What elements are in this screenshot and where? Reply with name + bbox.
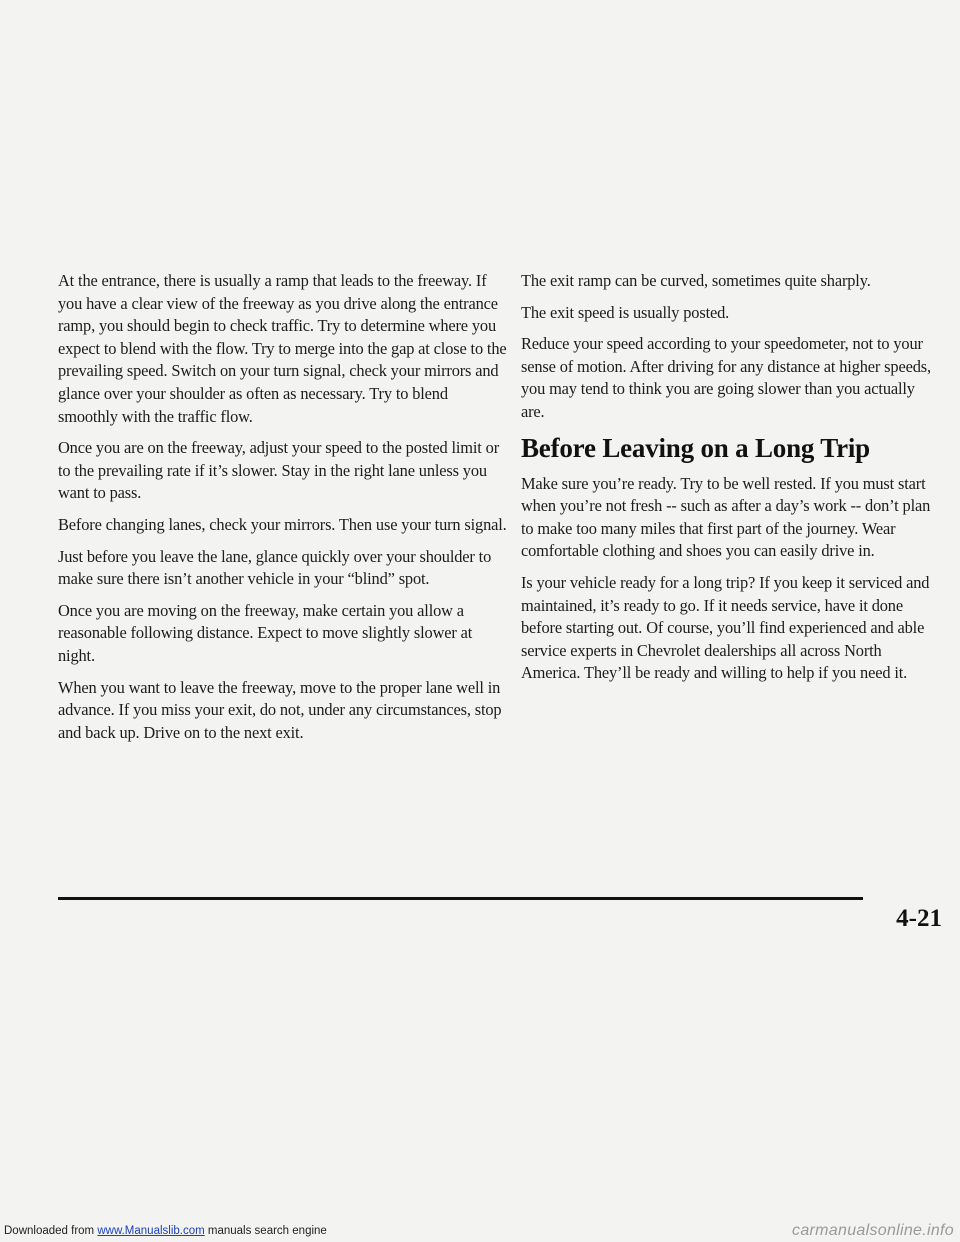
page-number: 4-21 (896, 905, 942, 932)
watermark-text: carmanualsonline.info (792, 1222, 954, 1239)
paragraph-changing-lanes: Before changing lanes, check your mirrors. Then use your turn signal. (58, 514, 507, 534)
paragraph-reduce-speed: Reduce your speed according to your speedometer, not to your sense of motion. After driving for any distance at higher speeds, you may tend to think you are going slower than you actually are. (521, 334, 931, 421)
paragraph-exit-speed: The exit speed is usually posted. (521, 302, 730, 322)
section-heading: Before Leaving on a Long Trip (521, 432, 870, 463)
paragraph-adjust-speed: Once you are on the freeway, adjust your speed to the posted limit or to the prevailing rate if it’s slower. Stay in the right lane unless you want to pass. (58, 438, 500, 503)
download-footer (0, 1218, 960, 1242)
paragraph-exit-ramp: The exit ramp can be curved, sometimes quite sharply. (521, 271, 871, 290)
paragraph-leaving-freeway: When you want to leave the freeway, move to the proper lane well in advance. If you miss your exit, do not, under any circumstances, stop and back up. Drive on to the next exit. (58, 677, 502, 742)
footer-suffix: manuals search engine (204, 1225, 327, 1237)
footer-prefix: Downloaded from (4, 1225, 98, 1237)
paragraph-freeway-entrance: At the entrance, there is usually a ramp that leads to the freeway. If you have a clear view of the freeway as you drive along the entrance ramp, you should begin to check traffic. Try to determine where you expect to blend with the flow. Try to merge into the gap at close to the prevailing speed. Switch on your turn signal, check your mirrors and glance over your shoulder as often as necessary. Try to blend smoothly with the traffic flow. (58, 271, 507, 426)
footer-attribution (4, 1225, 327, 1237)
paragraph-following-distance: Once you are moving on the freeway, make certain you allow a reasonable following distance. Expect to move slightly slower at night. (58, 600, 473, 665)
manualslib-link[interactable]: www.Manualslib.com (97, 1225, 205, 1237)
right-column (521, 270, 939, 694)
footer-rule (58, 897, 863, 900)
paragraph-blind-spot: Just before you leave the lane, glance quickly over your shoulder to make sure there isn’t another vehicle in your “blind” spot. (58, 546, 492, 589)
left-column (58, 270, 510, 753)
paragraph-be-ready: Make sure you’re ready. Try to be well rested. If you must start when you’re not fresh -- such as after a day’s work -- don’t plan to make too many miles that first part of the journey. Wear comfortable clothing and shoes you can easily drive in. (521, 473, 931, 561)
paragraph-vehicle-ready: Is your vehicle ready for a long trip? If you keep it serviced and maintained, it’s ready to go. If it needs service, have it done before starting out. Of course, you’ll find experienced and able service experts in Chevrolet dealerships all across North America. They’ll be ready and willing to help if you need it. (521, 572, 930, 683)
